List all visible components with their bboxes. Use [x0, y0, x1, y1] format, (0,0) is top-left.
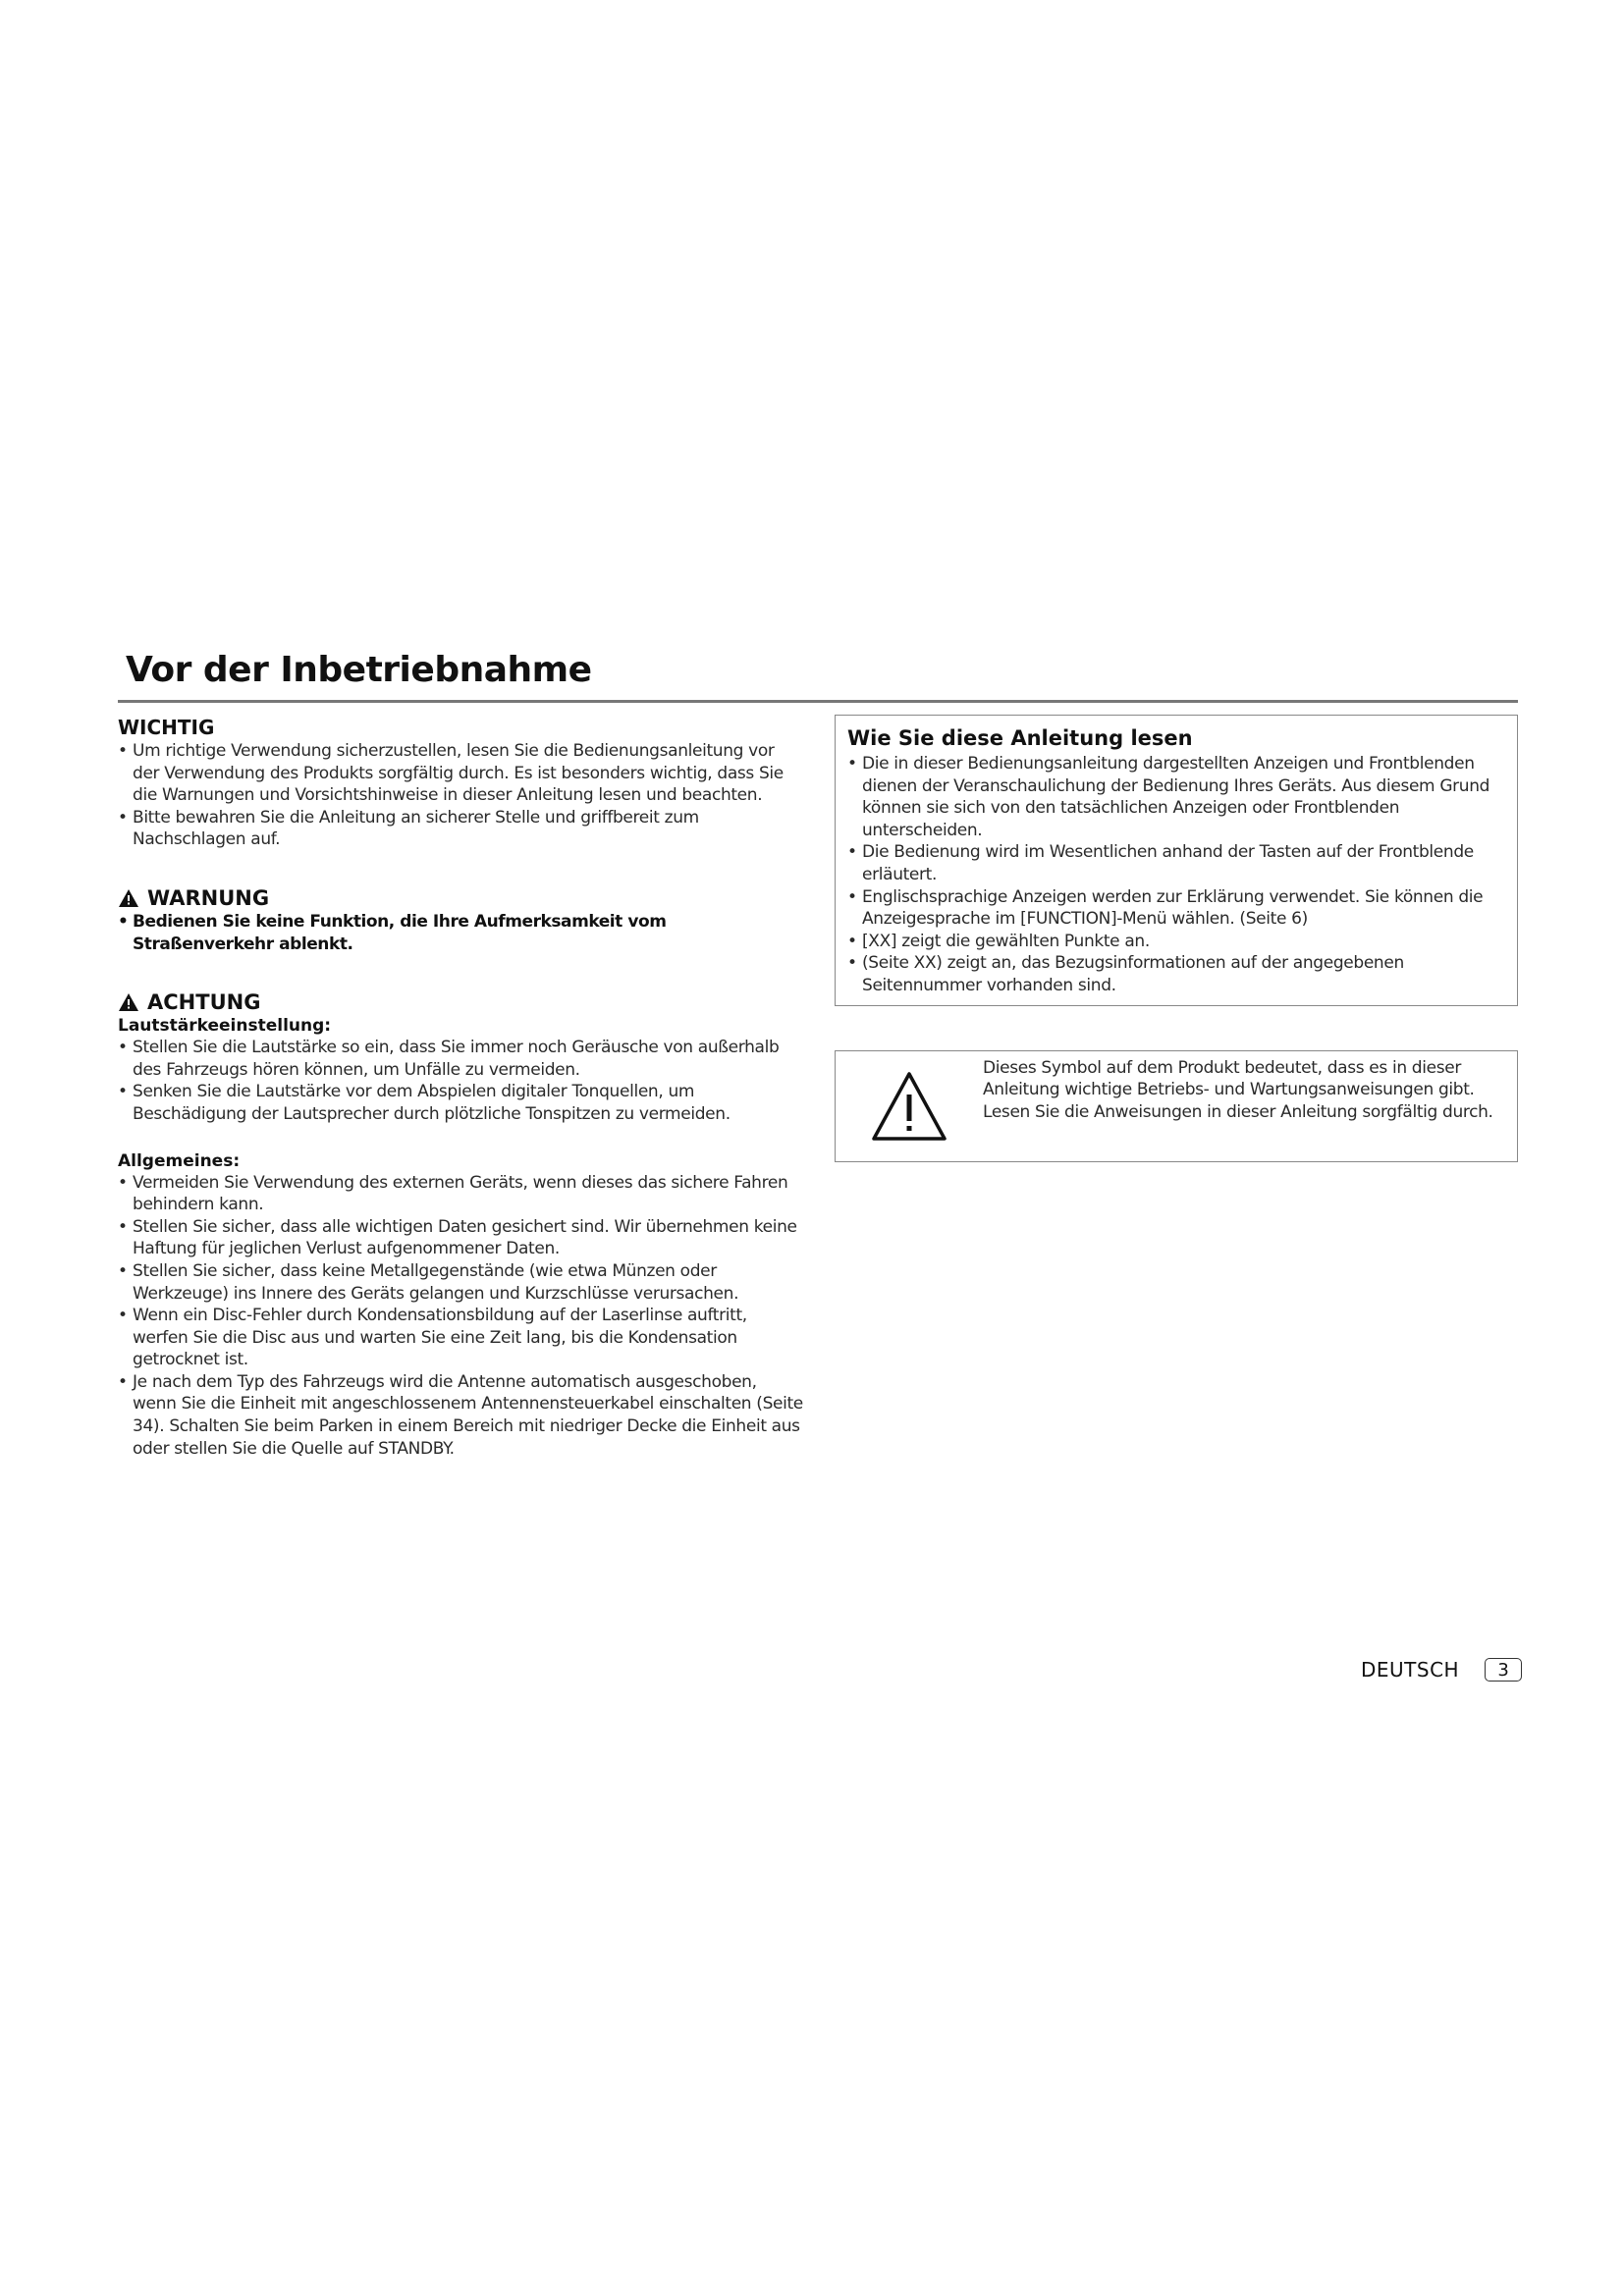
caution-symbol-wrap	[836, 1051, 983, 1161]
wichtig-section	[118, 715, 805, 851]
list-item: • Bitte bewahren Sie die Anleitung an sicherer Stelle und griffbereit zum Nachschlagen auf.	[118, 807, 805, 851]
list-item: • Die Bedienung wird im Wesentlichen anhand der Tasten auf der Frontblende erläutert.	[847, 841, 1505, 885]
list-item: • Bedienen Sie keine Funktion, die Ihre Aufmerksamkeit vom Straßenverkehr ablenkt.	[118, 911, 805, 955]
right-column	[835, 715, 1518, 1162]
caution-symbol-box	[835, 1050, 1518, 1162]
page-number: 3	[1485, 1658, 1522, 1682]
caution-symbol-text: Dieses Symbol auf dem Produkt bedeutet, dass es in dieser Anleitung wichtige Betriebs- und Wartungsanweisungen gibt. Lesen Sie die Anweisungen in dieser Anleitung sorgfältig durch.	[983, 1057, 1493, 1122]
warnung-heading-label: WARNUNG	[147, 885, 270, 910]
footer-language: DEUTSCH	[1361, 1658, 1460, 1682]
volume-subheading: Lautstärkeeinstellung:	[118, 1016, 332, 1037]
howto-list	[847, 753, 1505, 997]
page-footer	[1361, 1658, 1522, 1682]
warning-triangle-icon	[118, 888, 139, 908]
volume-list	[118, 1037, 805, 1125]
general-list	[118, 1172, 805, 1461]
warnung-list	[118, 911, 805, 955]
list-item: • Wenn ein Disc-Fehler durch Kondensationsbildung auf der Laserlinse auftritt, werfen Sie die Disc aus und warten Sie eine Zeit lang, bis die Kondensation getrocknet ist.	[118, 1305, 805, 1371]
warning-triangle-icon	[118, 992, 139, 1012]
page-title: Vor der Inbetriebnahme	[126, 650, 592, 690]
list-item: • Vermeiden Sie Verwendung des externen Geräts, wenn dieses das sichere Fahren behindern kann.	[118, 1172, 805, 1216]
warnung-heading	[118, 885, 805, 911]
list-item: • Stellen Sie die Lautstärke so ein, dass Sie immer noch Geräusche von außerhalb des Fahrzeugs hören können, um Unfälle zu vermeiden.	[118, 1037, 805, 1081]
wichtig-list	[118, 740, 805, 851]
list-item: • Senken Sie die Lautstärke vor dem Abspielen digitaler Tonquellen, um Beschädigung der Lautsprecher durch plötzliche Tonspitzen zu vermeiden.	[118, 1081, 805, 1125]
howto-box	[835, 715, 1518, 1006]
left-column	[118, 715, 805, 1460]
achtung-heading-label: ACHTUNG	[147, 990, 261, 1015]
list-item: • (Seite XX) zeigt an, das Bezugsinformationen auf der angegebenen Seitennummer vorhanden sind.	[847, 952, 1505, 996]
list-item: • Stellen Sie sicher, dass keine Metallgegenstände (wie etwa Münzen oder Werkzeuge) ins Innere des Geräts gelangen und Kurzschlüsse verursachen.	[118, 1260, 805, 1305]
wichtig-heading: WICHTIG	[118, 716, 215, 739]
general-subheading: Allgemeines:	[118, 1150, 241, 1171]
list-item: • Stellen Sie sicher, dass alle wichtigen Daten gesichert sind. Wir übernehmen keine Haftung für jeglichen Verlust aufgenommener Daten.	[118, 1216, 805, 1260]
achtung-section	[118, 989, 805, 1460]
title-divider	[118, 700, 1518, 703]
warnung-section	[118, 885, 805, 955]
list-item: • Um richtige Verwendung sicherzustellen, lesen Sie die Bedienungsanleitung vor der Verwendung des Produkts sorgfältig durch. Es ist besonders wichtig, dass Sie die Warnungen und Vorsichtshinweise in dieser Anleitung lesen und beachten.	[118, 740, 805, 807]
achtung-heading	[118, 989, 805, 1015]
howto-heading: Wie Sie diese Anleitung lesen	[847, 726, 1193, 750]
list-item: • [XX] zeigt die gewählten Punkte an.	[847, 931, 1505, 953]
list-item: • Englischsprachige Anzeigen werden zur Erklärung verwendet. Sie können die Anzeigesprache im [FUNCTION]-Menü wählen. (Seite 6)	[847, 886, 1505, 931]
list-item: • Die in dieser Bedienungsanleitung dargestellten Anzeigen und Frontblenden dienen der Veranschaulichung der Bedienung Ihres Geräts. Aus diesem Grund können sie sich von den tatsächlichen Anzeigen oder Frontblenden unterscheiden.	[847, 753, 1505, 841]
caution-triangle-icon	[870, 1070, 948, 1143]
list-item: • Je nach dem Typ des Fahrzeugs wird die Antenne automatisch ausgeschoben, wenn Sie die Einheit mit angeschlossenem Antennensteuerkabel einschalten (Seite 34). Schalten Sie beim Parken in einem Bereich mit niedriger Decke die Einheit aus oder stellen Sie die Quelle auf STANDBY.	[118, 1371, 805, 1460]
